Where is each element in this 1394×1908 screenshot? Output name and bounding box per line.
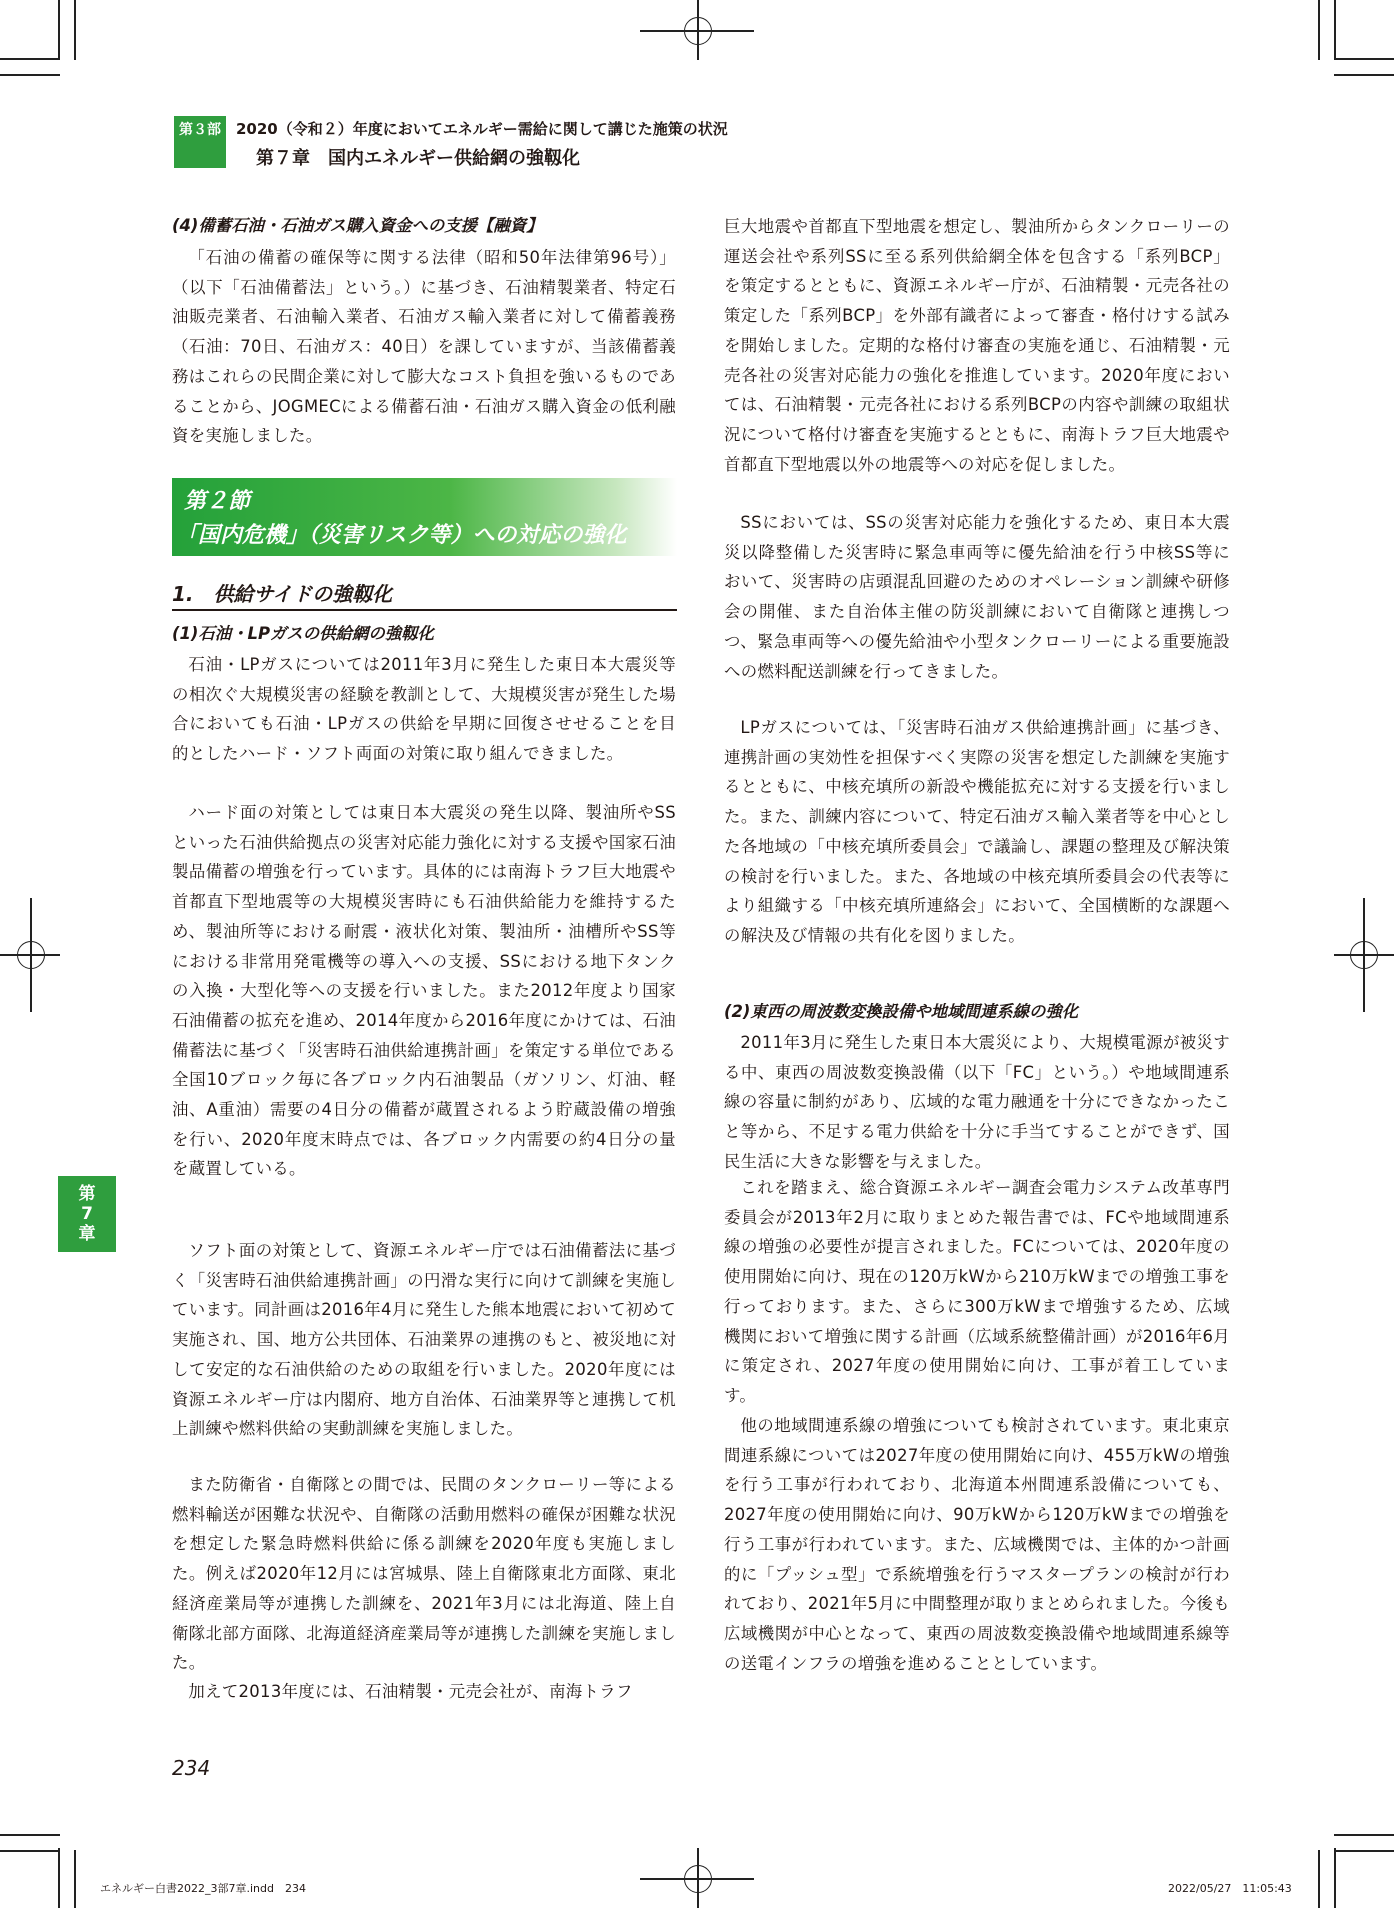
crop-mark (1334, 1850, 1394, 1852)
paragraph: 加えて2013年度には、石油精製・元売会社が、南海トラフ (188, 1682, 633, 1701)
subsection-heading-1: (1)石油・LPガスの供給網の強靱化 (172, 624, 434, 643)
crop-mark (58, 1848, 60, 1908)
crop-mark (0, 1834, 60, 1836)
crop-mark (0, 74, 60, 76)
subsection-heading-2: (2)東西の周波数変換設備や地域間連系線の強化 (724, 1002, 1079, 1021)
crop-mark (1318, 1850, 1320, 1908)
part-title: 2020（令和２）年度においてエネルギー需給に関して講じた施策の状況 (236, 120, 728, 138)
crop-mark (74, 0, 76, 60)
paragraph: ソフト面の対策として、資源エネルギー庁では石油備蓄法に基づく「災害時石油供給連携計画」の円滑な実行に向けて訓練を実施しています。同計画は2016年4月に発生した熊本地震において初めて実施され、国、地方公共団体、石油業界の連携のもと、被災地に対して安定的な石油供給のための取組を行いました。2020年度には資源エネルギー庁は内閣府、地方自治体、石油業界等と連携して机上訓練や燃料供給の実動訓練を実施しました。 (172, 1241, 676, 1439)
crop-mark (1334, 1848, 1336, 1908)
paragraph: 他の地域間連系線の増強についても検討されています。東北東京間連系線については2027年度の使用開始に向け、455万kWの増強を行う工事が行われており、北海道本州間連系設備についても、2027年度の使用開始に向け、90万kWから120万kWまでの増強を行う工事が行われています。また、広域機関では、主体的かつ計画的に「プッシュ型」で系統増強を行うマスタープランの検討が行われており、2021年5月に中間整理が取りまとめられました。今後も広域機関が中心となって、東西の周波数変換設備や地域間連系線等の送電インフラの増強を進めることとしています。 (724, 1416, 1230, 1673)
heading-1: 1. 供給サイドの強靱化 (172, 582, 393, 606)
heading-rule (172, 609, 677, 611)
paragraph: 2011年3月に発生した東日本大震災により、大規模電源が被災する中、東西の周波数変換設備（以下「FC」という。）や地域間連系線の容量に制約があり、広域的な電力融通を十分にできなかったこと等から、不足する電力供給を十分に手当てすることができず、国民生活に大きな影響を与えました。 (724, 1033, 1230, 1171)
footer-timestamp: 2022/05/27 11:05:43 (1168, 1882, 1292, 1895)
registration-circle (684, 1865, 712, 1893)
paragraph: これを踏まえ、総合資源エネルギー調査会電力システム改革専門委員会が2013年2月に取りまとめた報告書では、FCや地域間連系線の増強の必要性が提言されました。FCについては、2020年度の使用開始に向け、現在の120万kWから210万kWまでの増強工事を行っております。また、さらに300万kWまで増強するため、広域機関において増強に関する計画（広域系統整備計画）が2016年6月に策定され、2027年度の使用開始に向け、工事が着工しています。 (724, 1178, 1230, 1405)
part-badge: 第３部 (174, 116, 226, 142)
crop-mark (1334, 1834, 1394, 1836)
paragraph: 「石油の備蓄の確保等に関する法律（昭和50年法律第96号）」（以下「石油備蓄法」という。）に基づき、石油精製業者、特定石油販売業者、石油輸入業者、石油ガス輸入業者に対して備蓄義務（石油：70日、石油ガス：40日）を課していますが、当該備蓄義務はこれらの民間企業に対して膨大なコスト負担を強いるものであることから、JOGMECによる備蓄石油・石油ガス購入資金の低利融資を実施しました。 (172, 248, 676, 446)
subsection-heading-4: (4)備蓄石油・石油ガス購入資金への支援【融資】 (172, 216, 543, 235)
side-tab-line: 第 (78, 1184, 96, 1204)
crop-mark (1334, 0, 1336, 60)
paragraph: 巨大地震や首都直下型地震を想定し、製油所からタンクローリーの運送会社や系列SSに至る系列供給網全体を包含する「系列BCP」を策定するとともに、資源エネルギー庁が、石油精製・元売各社の策定した「系列BCP」を外部有識者によって審査・格付けする試みを開始しました。定期的な格付け審査の実施を通じ、石油精製・元売各社の災害対応能力の強化を推進しています。2020年度においては、石油精製・元売各社における系列BCPの内容や訓練の取組状況について格付け審査を実施するとともに、南海トラフ巨大地震や首都直下型地震以外の地震等への対応を促しました。 (724, 217, 1230, 474)
chapter-title: 第７章 国内エネルギー供給網の強靱化 (256, 148, 580, 169)
paragraph: LPガスについては、「災害時石油ガス供給連携計画」に基づき、連携計画の実効性を担保すべく実際の災害を想定した訓練を実施するとともに、中核充填所の新設や機能拡充に対する支援を行いました。また、訓練内容について、特定石油ガス輸入業者等を中心とした各地域の「中核充填所委員会」で議論し、課題の整理及び解決策の検討を行いました。また、各地域の中核充填所委員会の代表等により組織する「中核充填所連絡会」において、全国横断的な課題への解決及び情報の共有化を図りました。 (724, 718, 1230, 945)
registration-circle (1350, 941, 1378, 969)
side-tab-line: 章 (78, 1224, 96, 1244)
crop-mark (58, 0, 60, 60)
page-number: 234 (172, 1756, 211, 1780)
side-tab-line: 7 (81, 1204, 93, 1224)
crop-mark (1318, 0, 1320, 60)
header-accent-bar (174, 142, 226, 168)
crop-mark (1334, 74, 1394, 76)
footer-file-info: エネルギー白書2022_3部7章.indd 234 (100, 1882, 306, 1895)
crop-mark (0, 58, 58, 60)
crop-mark (74, 1850, 76, 1908)
crop-mark (0, 1850, 58, 1852)
paragraph: 石油・LPガスについては2011年3月に発生した東日本大震災等の相次ぐ大規模災害の経験を教訓として、大規模災害が発生した場合においても石油・LPガスの供給を早期に回復させせることを目的としたハード・ソフト両面の対策に取り組んできました。 (172, 655, 676, 764)
section-title: 「国内危機」（災害リスク等）への対応の強化 (176, 523, 627, 548)
paragraph: また防衛省・自衛隊との間では、民間のタンクローリー等による燃料輸送が困難な状況や、自衛隊の活動用燃料の確保が困難な状況を想定した緊急時燃料供給に係る訓練を2020年度も実施しました。例えば2020年12月には宮城県、陸上自衛隊東北方面隊、東北経済産業局等が連携した訓練を、2021年3月には北海道、陸上自衛隊北部方面隊、北海道経済産業局等が連携した訓練を実施しました。 (172, 1475, 676, 1673)
crop-mark (1334, 58, 1394, 60)
paragraph: SSにおいては、SSの災害対応能力を強化するため、東日本大震災以降整備した災害時に緊急車両等に優先給油を行う中核SS等において、災害時の店頭混乱回避のためのオペレーション訓練や研修会の開催、また自治体主催の防災訓練において自衛隊と連携しつつ、緊急車両等への優先給油や小型タンクローリーによる重要施設への燃料配送訓練を行ってきました。 (724, 513, 1230, 681)
chapter-side-tab (58, 1176, 116, 1252)
section-number: 第２節 (184, 489, 251, 514)
registration-circle (17, 941, 45, 969)
registration-circle (684, 17, 712, 45)
paragraph: ハード面の対策としては東日本大震災の発生以降、製油所やSSといった石油供給拠点の災害対応能力強化に対する支援や国家石油製品備蓄の増強を行っています。具体的には南海トラフ巨大地震や首都直下型地震等の大規模災害時にも石油供給能力を維持するため、製油所等における耐震・液状化対策、製油所・油槽所やSS等における非常用発電機等の導入への支援、SSにおける地下タンクの入換・大型化等への支援を行いました。また2012年度より国家石油備蓄の拡充を進め、2014年度から2016年度にかけては、石油備蓄法に基づく「災害時石油供給連携計画」を策定する単位である全国10ブロック毎に各ブロック内石油製品（ガソリン、灯油、軽油、A重油）需要の4日分の備蓄が蔵置されるよう貯蔵設備の増強を行い、2020年度末時点では、各ブロック内需要の約4日分の量を蔵置している。 (172, 803, 676, 1179)
